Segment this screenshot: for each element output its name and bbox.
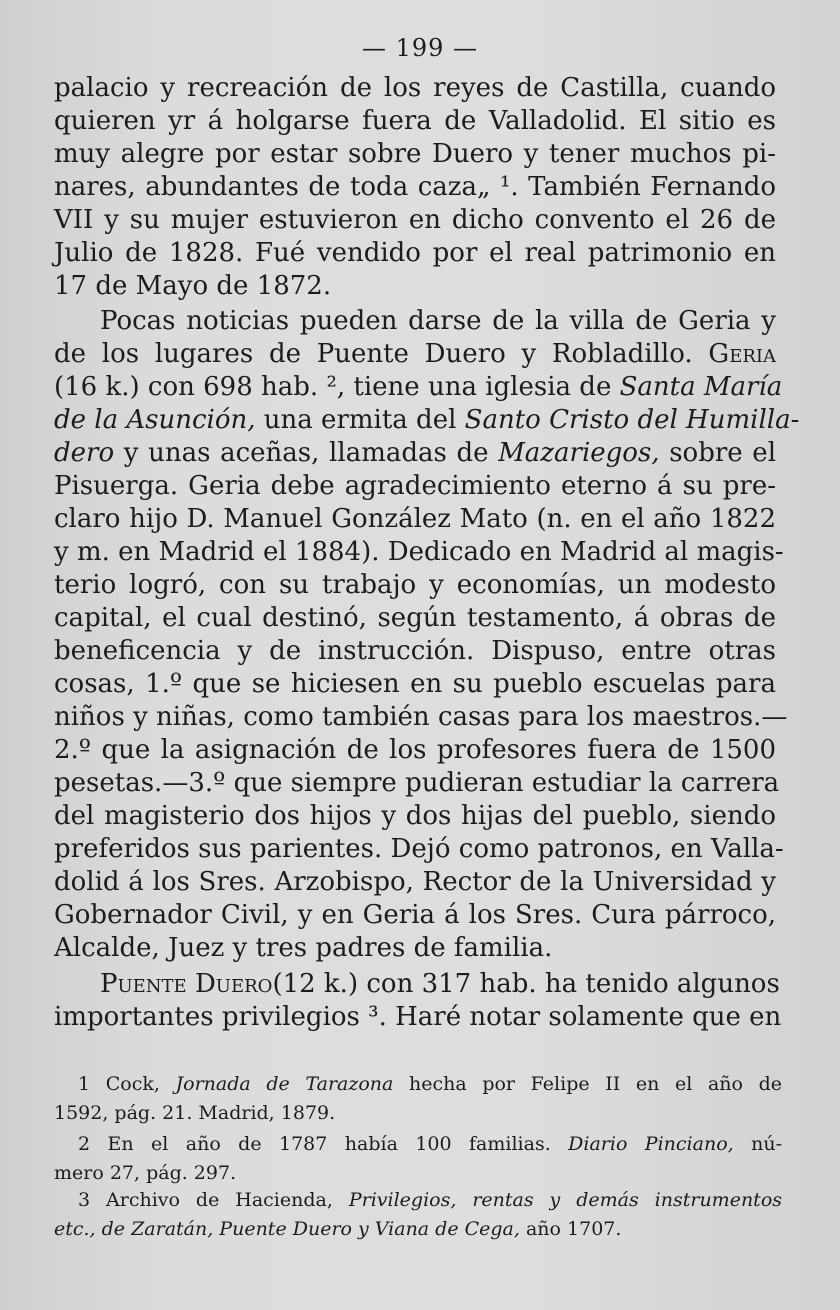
footnote-2-cont: mero 27, pág. 297. <box>54 1162 237 1184</box>
text-line: de los lugares de Puente Duero y Robladillo. Geria <box>54 339 776 369</box>
paragraph-start: Puente Duero(12 k.) con 317 hab. ha tenido algunos <box>100 969 780 999</box>
text-line: preferidos sus parientes. Dejó como patronos, en Valla- <box>54 834 784 864</box>
text-line: 17 de Mayo de 1872. <box>54 271 332 301</box>
text-line: terio logró, con su trabajo y economías, un modesto <box>54 570 776 600</box>
text-line: quieren yr á holgarse fuera de Valladolid. El sitio es <box>54 106 776 136</box>
place-name: Geria <box>708 339 776 369</box>
text-line: niños y niñas, como también casas para los maestros.— <box>54 702 788 732</box>
text-line: (16 k.) con 698 hab. ², tiene una iglesia de Santa María <box>54 372 783 402</box>
text-line: Gobernador Civil, y en Geria á los Sres. Cura párroco, <box>54 900 776 930</box>
text-line: y m. en Madrid el 1884). Dedicado en Madrid al magis- <box>54 537 784 567</box>
text-line: nares, abundantes de toda caza„ ¹. También Fernando <box>54 172 776 202</box>
text-line: de la Asunción, una ermita del Santo Cristo del Humilla- <box>54 405 800 435</box>
text-line: del magisterio dos hijos y dos hijas del pueblo, siendo <box>54 801 776 831</box>
footnote-1: 1 Cock, Jornada de Tarazona hecha por Felipe II en el año de <box>78 1073 782 1095</box>
text-line: Julio de 1828. Fué vendido por el real patrimonio en <box>54 238 776 268</box>
text-line: 2.º que la asignación de los profesores fuera de 1500 <box>54 735 776 765</box>
text-line: cosas, 1.º que se hiciesen en su pueblo escuelas para <box>54 669 776 699</box>
paragraph-start: Pocas noticias pueden darse de la villa de Geria y <box>100 306 776 336</box>
text-line: claro hijo D. Manuel González Mato (n. en el año 1822 <box>54 504 776 534</box>
text-line: beneficencia y de instrucción. Dispuso, entre otras <box>54 636 776 666</box>
page-number: — 199 — <box>361 34 479 62</box>
text-line: palacio y recreación de los reyes de Castilla, cuando <box>54 73 776 103</box>
text-line: pesetas.—3.º que siempre pudieran estudiar la carrera <box>54 768 780 798</box>
text-line: dolid á los Sres. Arzobispo, Rector de la Universidad y <box>54 867 776 897</box>
footnote-2: 2 En el año de 1787 había 100 familias. Diario Pinciano, nú- <box>78 1133 782 1155</box>
text-line: Pisuerga. Geria debe agradecimiento eterno á su pre- <box>54 471 776 501</box>
footnote-3-cont: etc., de Zaratán, Puente Duero y Viana de Cega, año 1707. <box>54 1218 622 1240</box>
place-name: Puente Duero <box>100 969 273 999</box>
text-line: capital, el cual destinó, según testamento, á obras de <box>54 603 776 633</box>
footnote-3: 3 Archivo de Hacienda, Privilegios, rentas y demás instrumentos <box>78 1189 783 1211</box>
text-line: Alcalde, Juez y tres padres de familia. <box>54 933 553 963</box>
text-line: dero y unas aceñas, llamadas de Mazariegos, sobre el <box>54 438 777 468</box>
text-line: importantes privilegios ³. Haré notar solamente que en <box>54 1002 782 1032</box>
text-line: VII y su mujer estuvieron en dicho convento el 26 de <box>54 205 776 235</box>
footnote-1-cont: 1592, pág. 21. Madrid, 1879. <box>54 1102 336 1124</box>
text-line: muy alegre por estar sobre Duero y tener muchos pi- <box>54 139 776 169</box>
